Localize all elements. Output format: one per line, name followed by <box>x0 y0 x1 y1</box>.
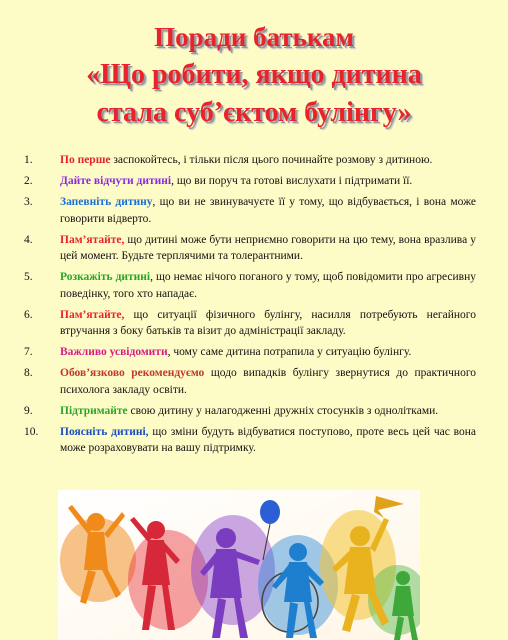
tip-highlight: Підтримайте <box>60 404 128 417</box>
tip-text: , чому саме дитина потрапила у ситуацію булінгу. <box>167 346 412 358</box>
tip-text: , що немає нічого поганого у тому, щоб повідомити про агресивну поведінку, того хто нападає. <box>60 271 476 300</box>
tip-item <box>24 194 476 227</box>
tip-text: , що ви не звинувачуєте її у тому, що відбувається, і вона може говорити відверто. <box>60 196 476 225</box>
tip-number: 7. <box>24 346 33 358</box>
tip-highlight: Поясніть дитині, <box>60 425 149 438</box>
tip-highlight: Важливо усвідомити <box>60 346 168 358</box>
tip-highlight: Запевніть дитину <box>60 196 153 208</box>
children-playing-illustration <box>58 490 420 640</box>
tip-item <box>24 344 476 361</box>
tip-highlight: Пам’ятайте, <box>60 233 125 246</box>
tip-highlight: Пам’ятайте, <box>60 308 125 321</box>
tip-text: заспокойтесь, і тільки після цього починайте розмову з дитиною. <box>110 154 433 166</box>
page-title <box>0 18 508 132</box>
tip-number: 6. <box>24 308 33 321</box>
tip-text: , що ви поруч та готові вислухати і підтримати її. <box>171 175 413 187</box>
tip-item <box>24 232 476 265</box>
tip-highlight: Розкажіть дитині <box>60 271 151 283</box>
tip-highlight: Обов’язково рекомендуємо <box>60 367 205 379</box>
tip-number: 1. <box>24 154 33 166</box>
tip-text: що дитині може бути неприємно говорити на цю тему, вона вразлива у цей момент. Будьте терплячими та толерантними. <box>60 233 476 262</box>
children-silhouettes-icon <box>58 490 420 640</box>
tip-item <box>24 152 476 169</box>
tip-text: що ситуації фізичного булінгу, насилля потребують негайного втручання з боку батьків та візит до адміністрації закладу. <box>60 308 476 337</box>
tip-text: свою дитину у налагодженні дружніх стосунків з однолітками. <box>127 404 439 417</box>
tip-number: 4. <box>24 233 33 246</box>
tips-list <box>24 152 476 461</box>
tip-text: щодо випадків булінгу звернутися до практичного психолога закладу освіти. <box>60 367 476 396</box>
tip-number: 10. <box>24 425 39 438</box>
tip-highlight: Дайте відчути дитині <box>60 175 172 187</box>
tip-number: 8. <box>24 367 33 379</box>
tip-highlight: По перше <box>60 154 111 166</box>
tip-item <box>24 173 476 190</box>
tip-item <box>24 307 476 340</box>
title-line-2: «Що робити, якщо дитина <box>86 59 422 90</box>
title-line-1: Поради батькам <box>154 22 354 52</box>
tip-item <box>24 365 476 398</box>
tip-number: 2. <box>24 175 33 187</box>
title-line-3: стала суб’єктом булінгу» <box>96 97 412 128</box>
tip-item <box>24 403 476 420</box>
tip-item <box>24 269 476 302</box>
tip-number: 9. <box>24 404 33 417</box>
tip-text: що зміни будуть відбуватися поступово, проте весь цей час вона може розраховувати на вашу підтримку. <box>60 425 476 454</box>
tip-number: 5. <box>24 271 33 283</box>
tip-item <box>24 424 476 457</box>
tip-number: 3. <box>24 196 33 208</box>
